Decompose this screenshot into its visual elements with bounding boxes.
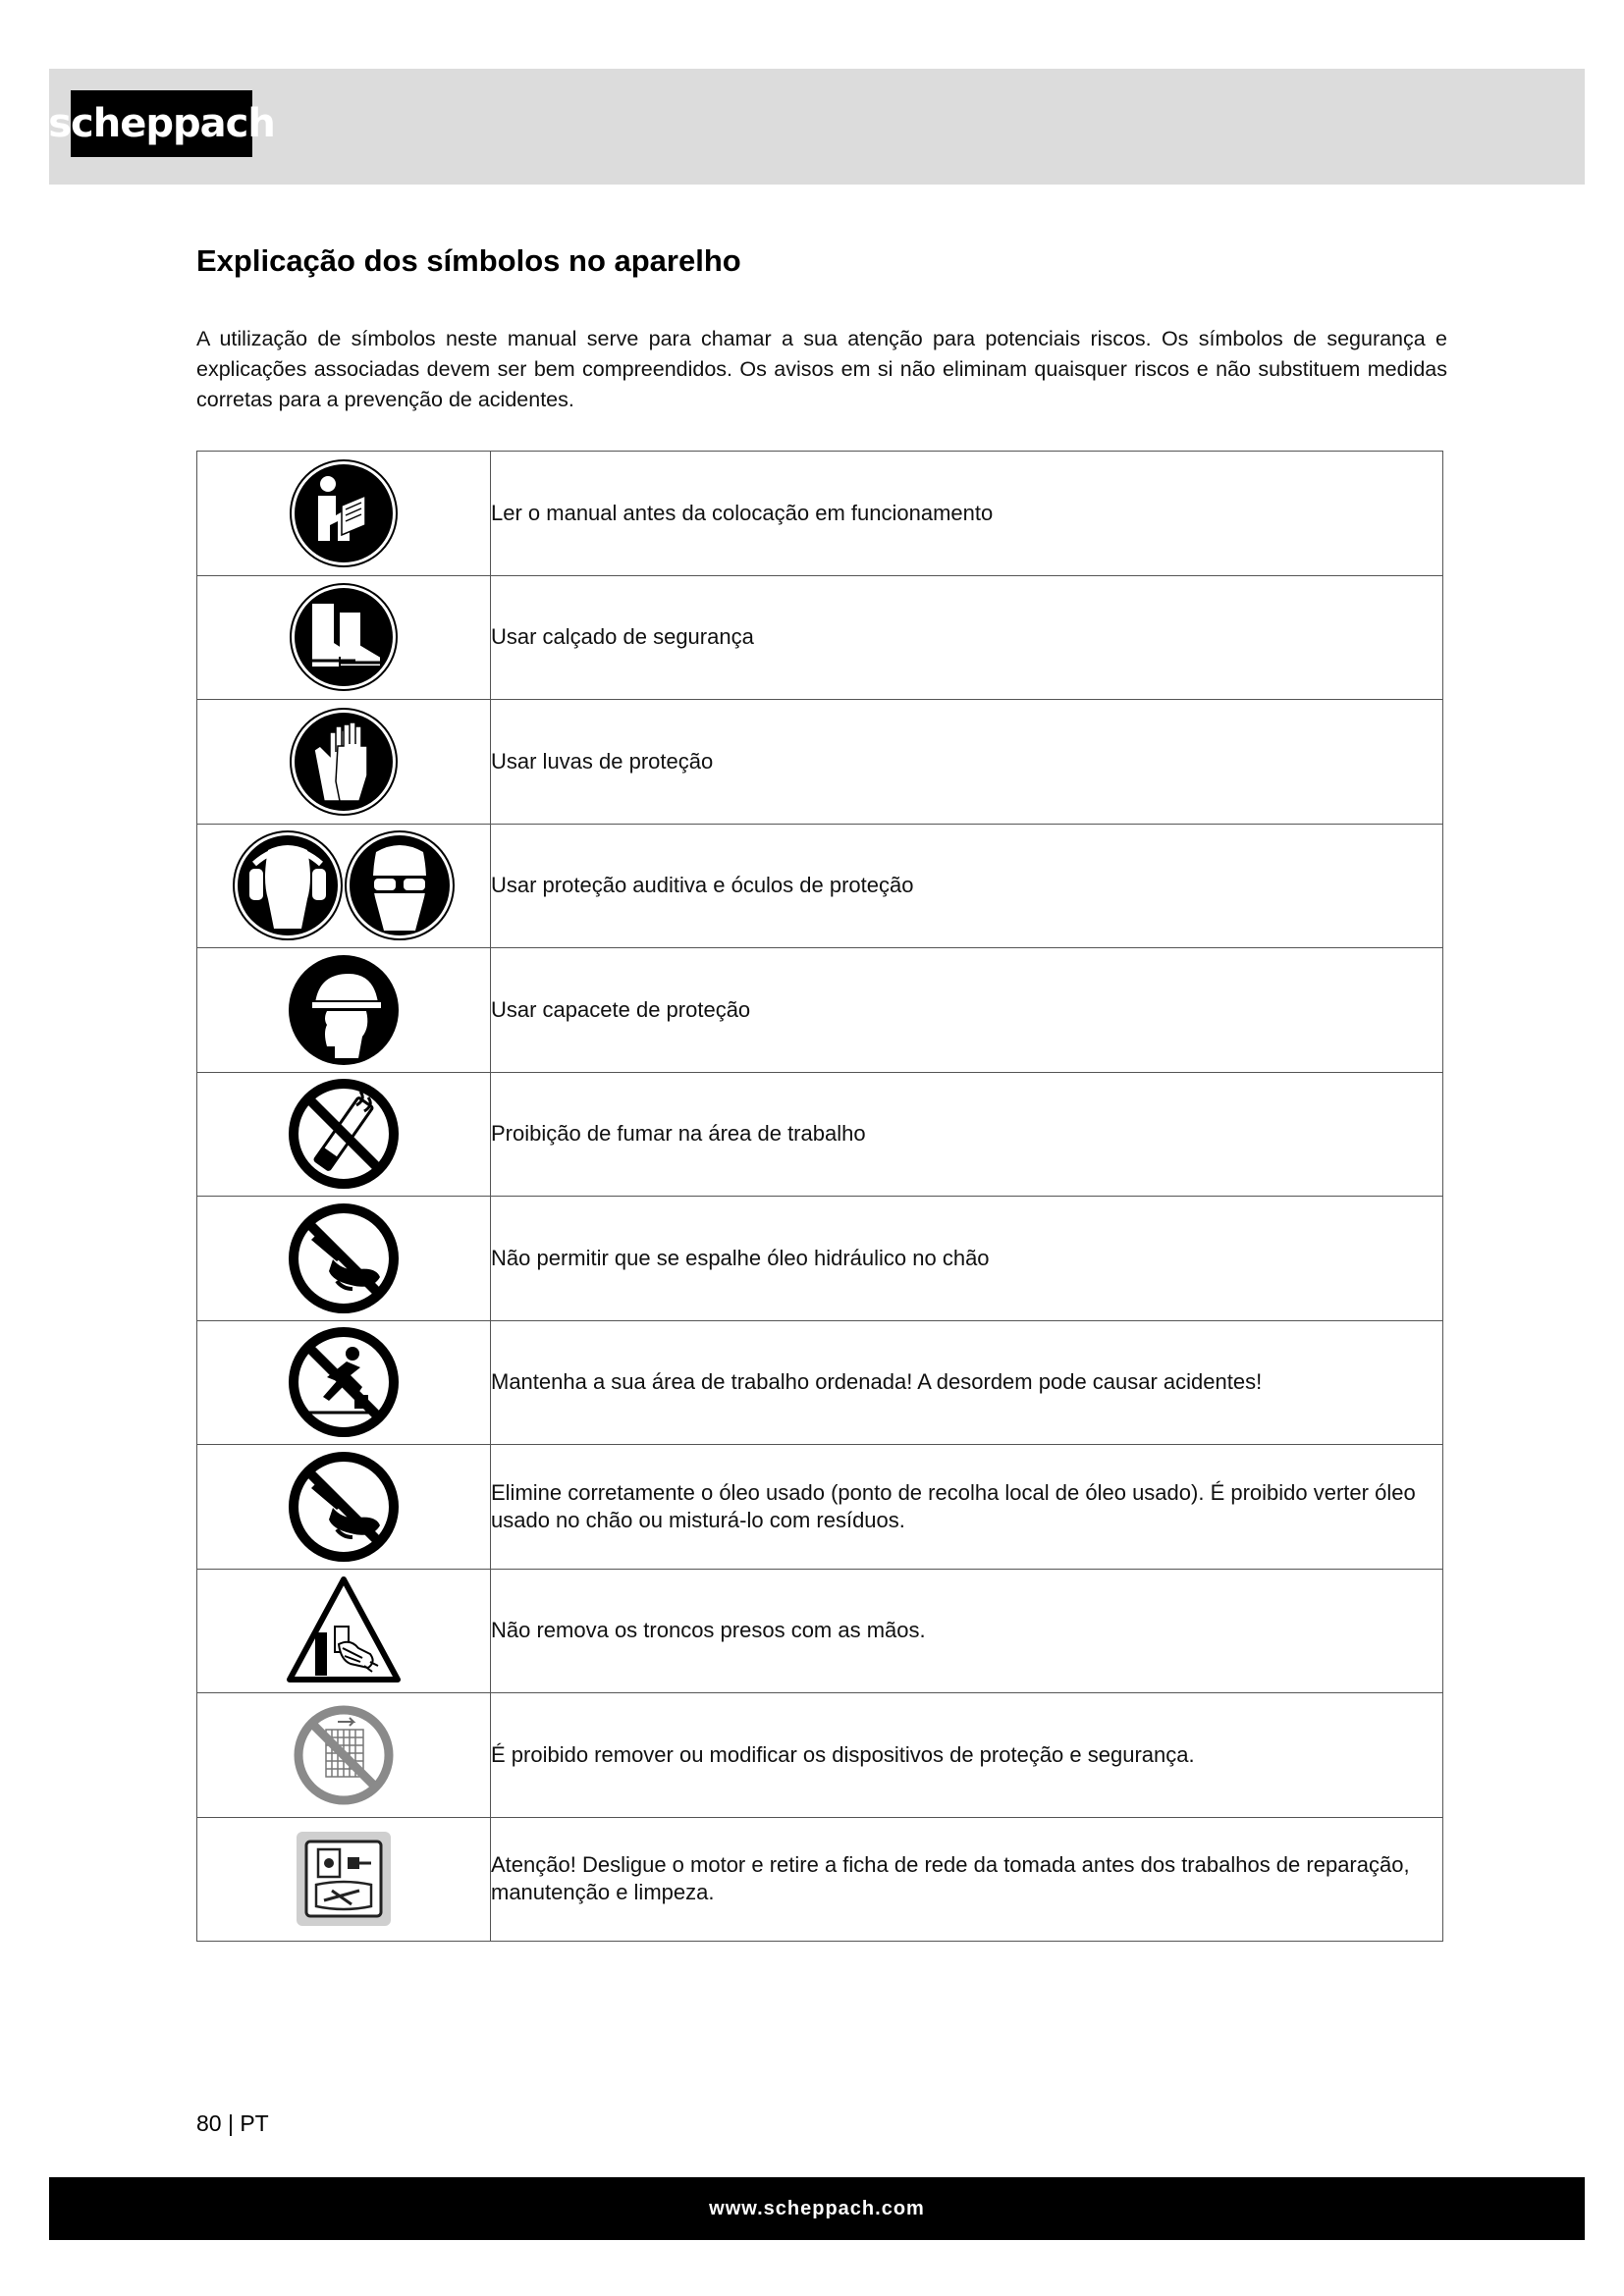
symbol-description: Mantenha a sua área de trabalho ordenada! A desordem pode causar acidentes! bbox=[491, 1320, 1443, 1445]
symbol-description: Usar capacete de proteção bbox=[491, 948, 1443, 1073]
symbol-description: Proibição de fumar na área de trabalho bbox=[491, 1072, 1443, 1197]
hand-crush-warning-icon bbox=[286, 1575, 402, 1685]
table-row bbox=[197, 1072, 1443, 1197]
symbol-description: Usar calçado de segurança bbox=[491, 575, 1443, 700]
table-row bbox=[197, 700, 1443, 825]
page-title: Explicação dos símbolos no aparelho bbox=[196, 243, 741, 278]
symbol-icon-cell bbox=[197, 1320, 491, 1445]
symbol-icon-cell bbox=[197, 824, 491, 948]
website-link[interactable]: www.scheppach.com bbox=[709, 2197, 925, 2219]
footer-bar bbox=[49, 2177, 1585, 2240]
symbol-icon-cell bbox=[197, 948, 491, 1073]
safety-boots-icon bbox=[289, 582, 399, 692]
table-row bbox=[197, 1817, 1443, 1942]
intro-paragraph: A utilização de símbolos neste manual serve para chamar a sua atenção para potenciais riscos. Os símbolos de segurança e explicações associadas devem ser bem compreendidos. Os avisos em si não eliminam quaisquer riscos e não substituem medidas corretas para a prevenção de acidentes. bbox=[196, 327, 1447, 411]
symbol-description: Elimine corretamente o óleo usado (ponto de recolha local de óleo usado). É proibido verter óleo usado no chão ou misturá-lo com resíduos. bbox=[491, 1445, 1443, 1570]
symbol-description: Atenção! Desligue o motor e retire a ficha de rede da tomada antes dos trabalhos de reparação, manutenção e limpeza. bbox=[491, 1817, 1443, 1942]
no-tripping-icon bbox=[288, 1326, 400, 1438]
symbol-icon-cell bbox=[197, 452, 491, 576]
table-row bbox=[197, 948, 1443, 1073]
table-row bbox=[197, 1693, 1443, 1818]
symbol-description: Não remova os troncos presos com as mãos. bbox=[491, 1569, 1443, 1693]
no-guard-removal-icon bbox=[293, 1704, 395, 1806]
no-smoking-icon bbox=[288, 1078, 400, 1190]
symbol-icon-cell bbox=[197, 1569, 491, 1693]
symbol-description: É proibido remover ou modificar os dispositivos de proteção e segurança. bbox=[491, 1693, 1443, 1818]
symbols-table bbox=[196, 451, 1443, 1942]
oil-disposal-icon bbox=[288, 1451, 400, 1563]
ear-and-eye-protection-icon bbox=[233, 828, 455, 942]
symbol-description: Usar luvas de proteção bbox=[491, 700, 1443, 825]
symbol-icon-cell bbox=[197, 1197, 491, 1321]
no-oil-spill-icon bbox=[288, 1202, 400, 1314]
symbol-description: Ler o manual antes da colocação em funcionamento bbox=[491, 452, 1443, 576]
table-row bbox=[197, 824, 1443, 948]
header-bar bbox=[49, 69, 1585, 185]
symbol-description: Não permitir que se espalhe óleo hidráulico no chão bbox=[491, 1197, 1443, 1321]
table-row bbox=[197, 1569, 1443, 1693]
symbol-icon-cell bbox=[197, 700, 491, 825]
hard-hat-icon bbox=[288, 954, 400, 1066]
scheppach-logo: scheppach bbox=[71, 90, 252, 157]
table-row bbox=[197, 452, 1443, 576]
table-row bbox=[197, 1445, 1443, 1570]
unplug-before-maintenance-icon bbox=[295, 1830, 393, 1928]
read-manual-icon bbox=[289, 458, 399, 568]
symbol-icon-cell bbox=[197, 1445, 491, 1570]
table-row bbox=[197, 575, 1443, 700]
table-row bbox=[197, 1320, 1443, 1445]
protective-gloves-icon bbox=[289, 707, 399, 817]
symbol-icon-cell bbox=[197, 1693, 491, 1818]
symbol-icon-cell bbox=[197, 575, 491, 700]
page-number: 80 | PT bbox=[196, 2110, 269, 2136]
symbol-icon-cell bbox=[197, 1072, 491, 1197]
symbol-icon-cell bbox=[197, 1817, 491, 1942]
symbol-description: Usar proteção auditiva e óculos de proteção bbox=[491, 824, 1443, 948]
table-row bbox=[197, 1197, 1443, 1321]
